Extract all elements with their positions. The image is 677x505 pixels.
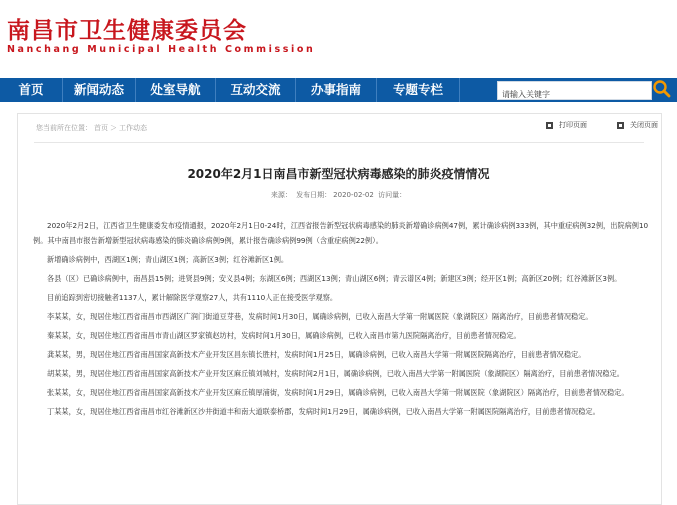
article-paragraph: 李某某，女，现居住地江西省南昌市西湖区广润门街道豆芽巷，发病时间1月30日，属确诊病例，已收入南昌大学第一附属医院（象湖院区）隔离治疗，目前患者情况稳定。: [47, 312, 593, 321]
nav-home[interactable]: 首页: [18, 82, 44, 97]
close-page-button[interactable]: [617, 120, 658, 130]
site-logo-title[interactable]: 南昌市卫生健康委员会: [7, 18, 247, 44]
meta-date-label: 发布日期：: [296, 191, 332, 199]
breadcrumb-prefix: 您当前所在位置：: [36, 124, 92, 132]
nav-divider: [459, 78, 460, 102]
site-logo-subtitle: Nanchang Municipal Health Commission: [7, 44, 316, 55]
article-paragraph: 2020年2月2日，江西省卫生健康委发布疫情通报，2020年2月1日0-24时，江西省报告新型冠状病毒感染的肺炎新增确诊病例47例，累计确诊病例333例，其中重症病例32例，出院病例10例。其中南昌市报告新增新型冠状病毒感染的肺炎确诊病例9例，累计报告确诊病例99例（含重症病例22例）。: [33, 221, 649, 245]
article-paragraph: 张某某，女，现居住地江西省南昌国家高新技术产业开发区麻丘镇厚浦街，发病时间1月29日，属确诊病例，已收入南昌大学第一附属医院（象湖院区）隔离治疗，目前患者情况稳定。: [47, 388, 629, 397]
print-page-label: 打印页面: [559, 121, 587, 129]
article-paragraph: 秦某某，女，现居住地江西省南昌市青山湖区罗家镇赵坊村，发病时间1月30日，属确诊病例，已收入南昌市第九医院隔离治疗，目前患者情况稳定。: [47, 331, 521, 340]
breadcrumb-home[interactable]: 首页: [94, 124, 108, 132]
close-icon: [617, 122, 624, 129]
meta-views-label: 访问量：: [378, 191, 407, 199]
article-body: [33, 218, 651, 423]
search-input[interactable]: [498, 86, 646, 103]
breadcrumb: [36, 123, 149, 133]
article-paragraph: 各县（区）已确诊病例中，南昌县15例；进贤县9例；安义县4例；东湖区6例；西湖区13例；青山湖区6例；青云谱区4例；新建区3例；经开区1例；高新区20例；红谷滩新区3例。: [47, 274, 622, 283]
print-page-button[interactable]: [546, 120, 587, 130]
print-icon: [546, 122, 553, 129]
nav-interaction[interactable]: 互动交流: [230, 82, 281, 97]
breadcrumb-separator: ＞: [110, 124, 117, 132]
divider: [34, 142, 644, 143]
meta-date: 2020-02-02: [333, 191, 374, 199]
article-paragraph: 胡某某，男，现居住地江西省南昌国家高新技术产业开发区麻丘镇刘城村，发病时间2月1日，属确诊病例，已收入南昌大学第一附属医院（象湖院区）隔离治疗，目前患者情况稳定。: [47, 369, 624, 378]
breadcrumb-section[interactable]: 工作动态: [119, 124, 147, 132]
search-icon: [652, 79, 672, 99]
nav-special-topics[interactable]: 专题专栏: [392, 82, 443, 97]
nav-news[interactable]: 新闻动态: [73, 82, 124, 97]
meta-source-label: 来源：: [270, 191, 292, 199]
article-paragraph: 丁某某，女，现居住地江西省南昌市红谷滩新区沙井街道丰和南大道联泰桥郡，发病时间1月29日，属确诊病例，已收入南昌大学第一附属医院隔离治疗，目前患者情况稳定。: [47, 407, 600, 416]
close-page-label: 关闭页面: [630, 121, 658, 129]
nav-department[interactable]: 处室导航: [150, 82, 201, 97]
article-paragraph: 新增确诊病例中，西湖区1例；青山湖区1例；高新区3例；红谷滩新区1例。: [47, 255, 289, 264]
article-paragraph: 目前追踪到密切接触者1137人，累计解除医学观察27人，共有1110人正在接受医学观察。: [47, 293, 338, 302]
nav-service-guide[interactable]: 办事指南: [310, 82, 361, 97]
article-meta: [0, 190, 677, 200]
search-box: [497, 81, 652, 100]
article-paragraph: 龚某某，男，现居住地江西省南昌国家高新技术产业开发区昌东镇长胜村，发病时间1月25日，属确诊病例，已收入南昌大学第一附属医院隔离治疗，目前患者情况稳定。: [47, 350, 586, 359]
site-header: [0, 0, 677, 78]
search-button[interactable]: [652, 79, 672, 99]
article-title: 2020年2月1日南昌市新型冠状病毒感染的肺炎疫情情况: [187, 167, 490, 181]
